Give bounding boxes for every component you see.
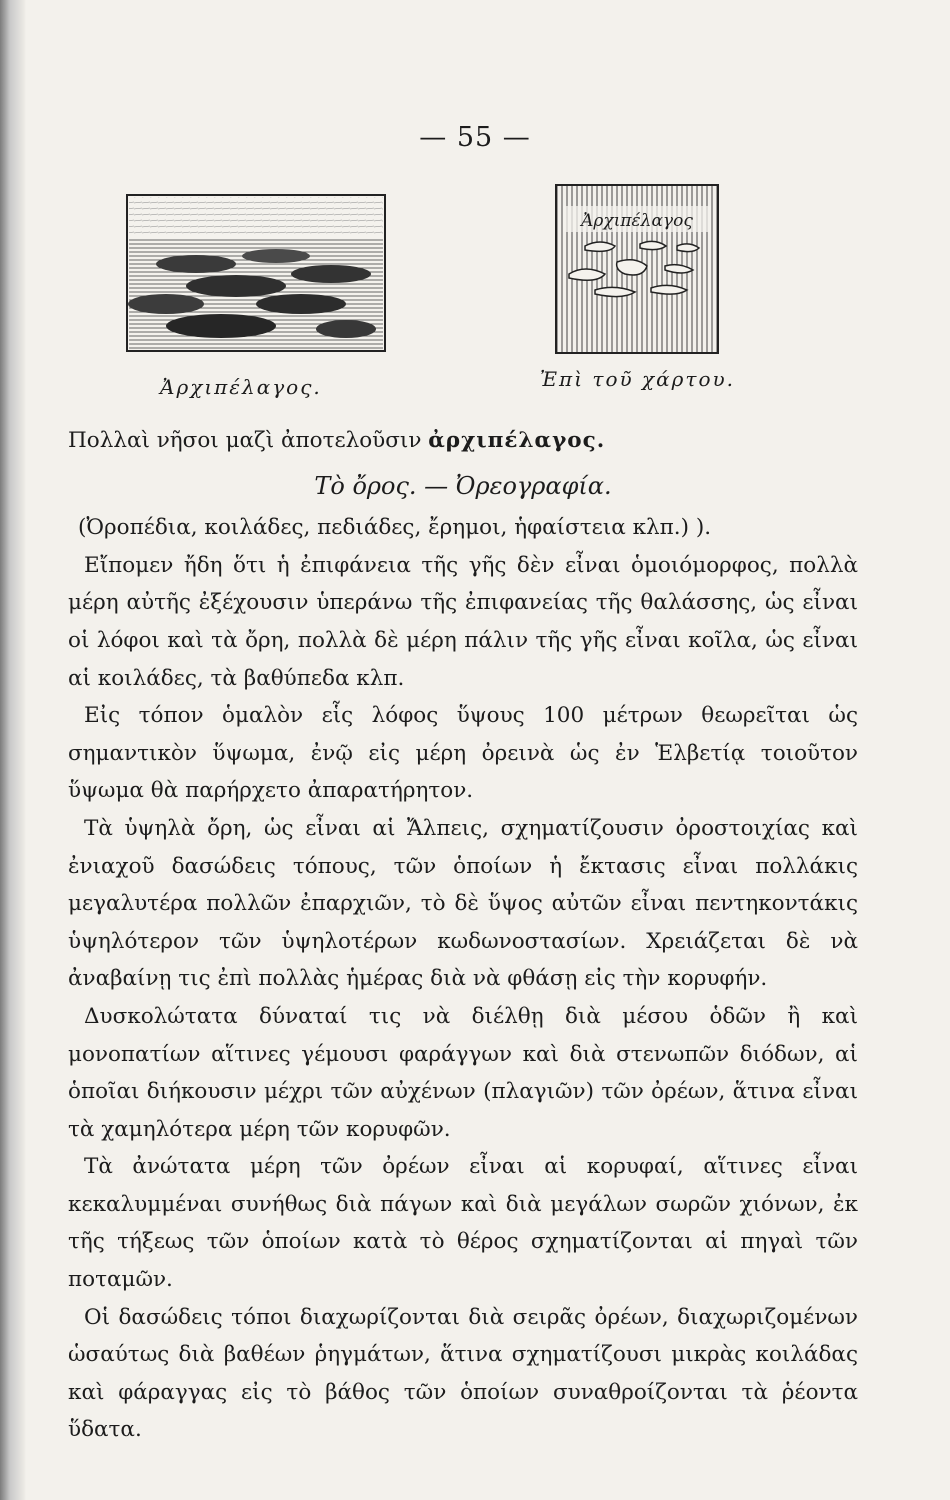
left-figure-caption: Ἀρχιπέλαγος. [160,375,322,399]
right-figure-caption: Ἐπὶ τοῦ χάρτου. [540,367,736,391]
intro-text: Πολλαὶ νῆσοι μαζὶ ἀποτελοῦσιν [68,428,429,453]
page-number: — 55 — [419,122,531,153]
paragraph-6: Οἱ δασώδεις τόποι διαχωρίζονται διὰ σειρᾶς ὀρέων, διαχωριζομένων ὡσαύτως διὰ βαθέων ῥηγμάτων, ἅτινα σχηματίζουσι μικρὰς κοιλάδας καὶ φάραγγας εἰς τὸ βάθος τῶν ὁποίων συναθροίζονται τὰ ῥέοντα ὕδατα. [68,1304,858,1443]
page-body [68,422,858,1449]
intro-term: ἀρχιπέλαγος. [428,428,606,453]
archipelago-map-illustration-icon [555,184,721,356]
paragraph-2: Εἰς τόπον ὁμαλὸν εἷς λόφος ὕψους 100 μέτρων θεωρεῖται ὡς σημαντικὸν ὕψωμα, ἐνῷ εἰς μέρη ὀρεινὰ ὡς ἐν Ἑλβετίᾳ τοιοῦτον ὕψωμα θὰ παρήρχετο ἀπαρατήρητον. [68,703,858,804]
section-subtitle: (Ὀροπέδια, κοιλάδες, πεδιάδες, ἔρημοι, ἡφαίστεια κλπ.) ). [78,515,712,541]
section-heading: Τὸ ὄρος. — Ὀρεογραφία. [314,471,612,500]
page-binding-edge [0,0,26,1500]
archipelago-sea-illustration-icon [126,194,388,354]
map-label: Ἀρχιπέλαγος [581,211,693,231]
paragraph-5: Τὰ ἀνώτατα μέρη τῶν ὀρέων εἶναι αἱ κορυφαί, αἵτινες εἶναι κεκαλυμμέναι συνήθως διὰ πάγων καὶ διὰ μεγάλων σωρῶν χιόνων, ἐκ τῆς τήξεως τῶν ὁποίων κατὰ τὸ θέρος σχηματίζονται αἱ πηγαὶ τῶν ποταμῶν. [68,1154,858,1293]
intro-line [68,422,858,460]
paragraph-4: Δυσκολώτατα δύναταί τις νὰ διέλθῃ διὰ μέσου ὁδῶν ἢ καὶ μονοπατίων αἵτινες γέμουσι φαράγγων καὶ διὰ στενωπῶν διόδων, αἱ ὁποῖαι διήκουσιν μέχρι τῶν αὐχένων (πλαγιῶν) τῶν ὀρέων, ἅτινα εἶναι τὰ χαμηλότερα μέρη τῶν κορυφῶν. [68,1003,858,1142]
paragraph-1: Εἴπομεν ἤδη ὅτι ἡ ἐπιφάνεια τῆς γῆς δὲν εἶναι ὁμοιόμορφος, πολλὰ μέρη αὐτῆς ἐξέχουσιν ὑπεράνω τῆς ἐπιφανείας τῆς θαλάσσης, ὡς εἶναι οἱ λόφοι καὶ τὰ ὄρη, πολλὰ δὲ μέρη πάλιν τῆς γῆς εἶναι κοῖλα, ὡς εἶναι αἱ κοιλάδες, τὰ βαθύπεδα κλπ. [68,552,858,691]
paragraph-3: Τὰ ὑψηλὰ ὄρη, ὡς εἶναι αἱ Ἄλπεις, σχηματίζουσιν ὀροστοιχίας καὶ ἐνιαχοῦ δασώδεις τόπους, τῶν ὁποίων ἡ ἔκτασις εἶναι πολλάκις μεγαλυτέρα πολλῶν ἐπαρχιῶν, τὸ δὲ ὕψος αὐτῶν εἶναι πεντηκοντάκις ὑψηλότερον τῶν ὑψηλοτέρων κωδωνοστασίων. Χρειάζεται δὲ νὰ ἀναβαίνῃ τις ἐπὶ πολλὰς ἡμέρας διὰ νὰ φθάσῃ εἰς τὴν κορυφήν. [68,815,858,992]
